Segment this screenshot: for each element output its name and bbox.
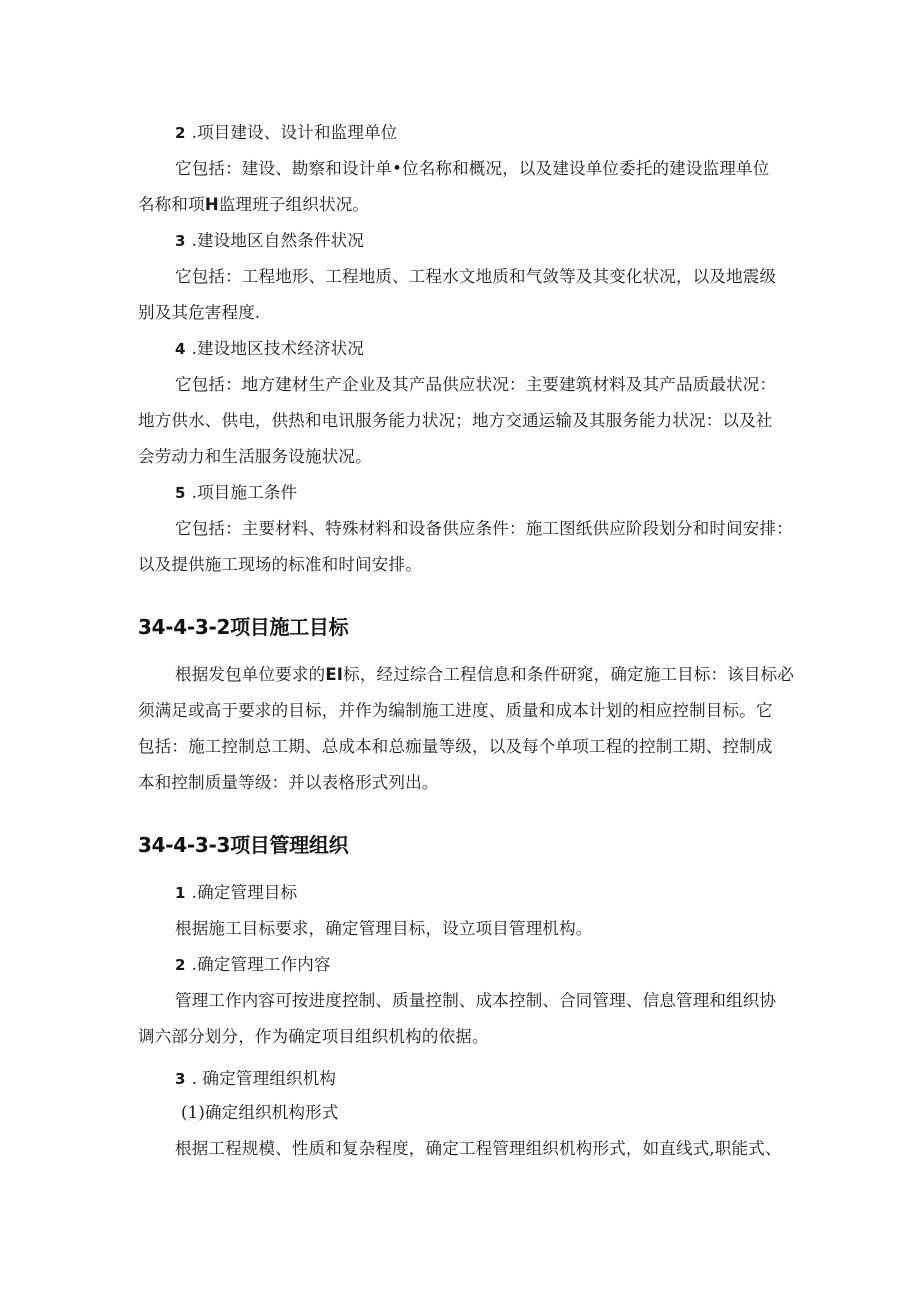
paragraph-line: 须满足或高于要求的目标，并作为编制施工进度、质量和成本计划的相应控制目标。它: [138, 701, 773, 720]
item-number: 2: [175, 124, 186, 142]
item-title-text: .建设地区技术经济状况: [191, 339, 365, 358]
item-title-text: .项目施工条件: [191, 483, 298, 502]
item-4-title: [175, 338, 364, 360]
org-1-title: [175, 882, 297, 904]
item-title-text: .确定管理工作内容: [191, 955, 331, 974]
paragraph-line: 它包括：建设、勘察和设计单•位名称和概况，以及建设单位委托的建设监理单位: [175, 159, 770, 178]
paragraph-line: 它包括：工程地形、工程地质、工程水文地质和气敛等及其变化状况，以及地震级: [175, 267, 777, 286]
item-number: 3: [175, 1070, 186, 1088]
paragraph-line: 本和控制质量等级：并以表格形式列出。: [138, 773, 439, 792]
item-number: 4: [175, 340, 186, 358]
paragraph-line: 根据施工目标要求，确定管理目标，设立项目管理机构。: [175, 919, 593, 938]
text-segment: 标，经过综合工程信息和条件研窕，确定施工目标：该目标必: [343, 665, 795, 684]
paragraph-line: 地方供水、供电，供热和电讯服务能力状况；地方交通运输及其服务能力状况：以及社: [138, 411, 773, 430]
item-title-text: .项目建设、设计和监理单位: [191, 123, 398, 142]
item-number: 1: [175, 884, 186, 902]
text-segment: EI: [325, 665, 344, 684]
paragraph-line: [175, 664, 794, 686]
paragraph-line: 会劳动力和生活服务设施状况。: [138, 447, 372, 466]
paragraph-line: 包括：施工控制总工期、总成本和总痂量等级，以及每个单项工程的控制工期、控制成: [138, 737, 773, 756]
item-number: 5: [175, 484, 186, 502]
text-segment: 名称和项: [138, 195, 205, 214]
item-title-text: .确定管理目标: [191, 883, 298, 902]
paragraph-line: 它包括：主要材料、特殊材料和设备供应条件：施工图纸供应阶段划分和时间安排：: [175, 519, 793, 538]
paragraph-line: 别及其危害程度.: [138, 303, 261, 322]
item-number: 3: [175, 232, 186, 250]
item-2-title: [175, 122, 398, 144]
item-title-text: . 确定管理组织机构: [191, 1069, 337, 1088]
item-title-text: 确定组织机构形式: [204, 1103, 339, 1122]
text-segment: 监理班子组织状况。: [218, 195, 370, 214]
section-heading: 34-4-3-2项目施工目标: [138, 615, 349, 639]
text-segment: H: [204, 195, 219, 214]
item-number: (1): [181, 1103, 205, 1122]
paragraph-line: 管理工作内容可按进度控制、质量控制、成本控制、合同管理、信息管理和组织协: [175, 991, 777, 1010]
item-number: 2: [175, 956, 186, 974]
paragraph-line: 调六部分划分，作为确定项目组织机构的依据。: [138, 1027, 489, 1046]
text-segment: 根据发包单位要求的: [175, 665, 326, 684]
paragraph-line: 根据工程规模、性质和复杂程度，确定工程管理组织机构形式，如直线式,职能式、: [175, 1139, 782, 1158]
section-heading: 34-4-3-3项目管理组织: [138, 833, 349, 857]
org-3-title: [175, 1068, 336, 1090]
paragraph-line: [138, 194, 369, 216]
org-3-sub-1-title: [181, 1102, 339, 1124]
org-2-title: [175, 954, 331, 976]
item-3-title: [175, 230, 364, 252]
paragraph-line: 以及提供施工现场的标准和时间安排。: [138, 555, 422, 574]
item-5-title: [175, 482, 297, 504]
paragraph-line: 它包括：地方建材生产企业及其产品供应状况：主要建筑材料及其产品质最状况：: [175, 375, 777, 394]
item-title-text: .建设地区自然条件状况: [191, 231, 365, 250]
